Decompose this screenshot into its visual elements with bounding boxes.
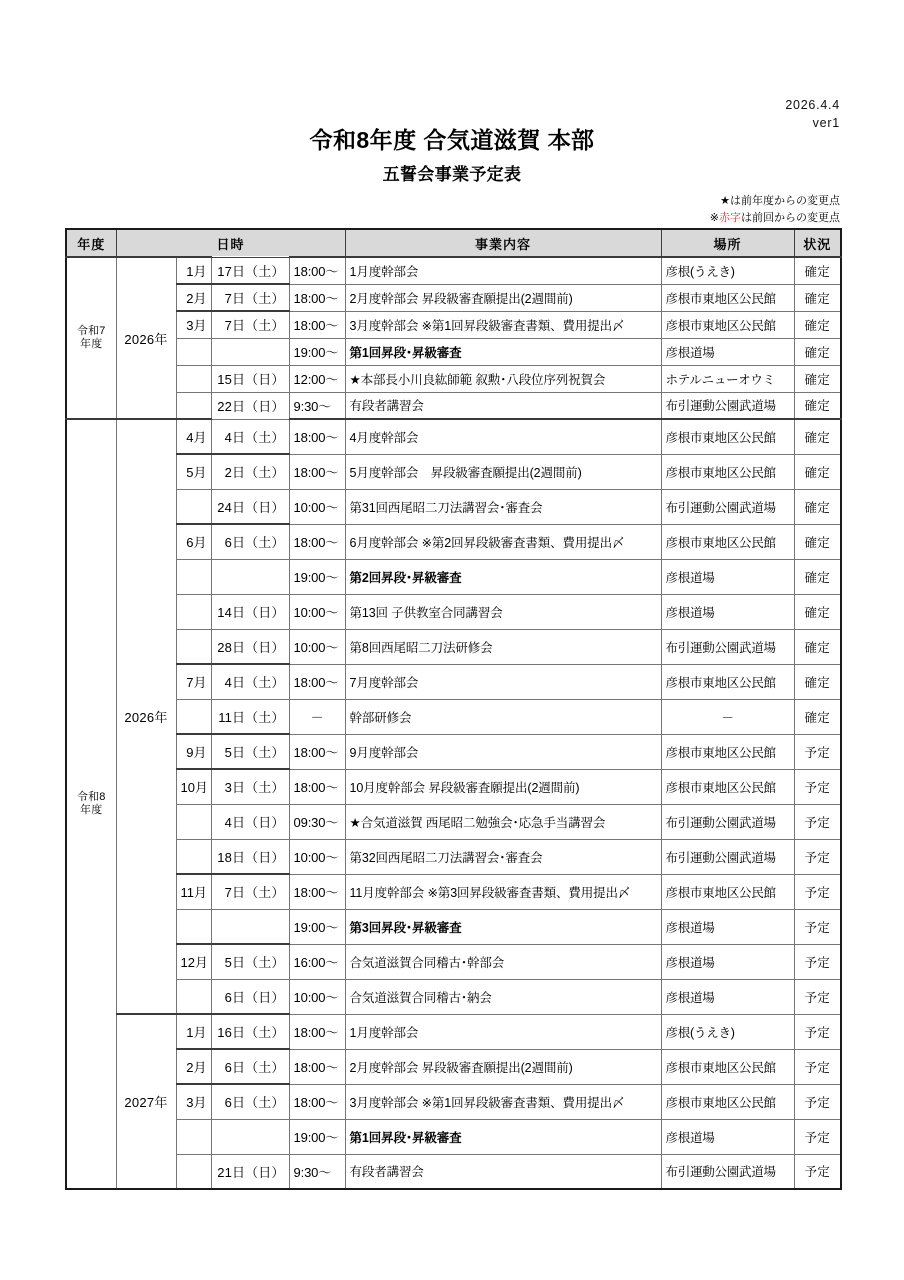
cell-day: 15日（日） [211, 365, 289, 392]
cell-place: 彦根道場 [661, 909, 794, 944]
cell-day: 3日（土） [211, 769, 289, 804]
cell-event: 3月度幹部会 ※第1回昇段級審査書類、費用提出〆 [345, 311, 661, 338]
cell-month: 9月 [176, 734, 211, 769]
cell-place: 布引運動公園武道場 [661, 629, 794, 664]
column-header-era: 年度 [66, 229, 116, 257]
cell-day: 21日（日） [211, 1154, 289, 1189]
era-line-1: 令和7 [76, 325, 106, 338]
cell-status: 確定 [794, 284, 841, 311]
schedule-table-body [66, 257, 841, 1189]
cell-status: 確定 [794, 664, 841, 699]
cell-status: 予定 [794, 1119, 841, 1154]
cell-day: 14日（日） [211, 594, 289, 629]
legend-note-star: ★は前年度からの変更点 [720, 195, 840, 207]
cell-status: 予定 [794, 1084, 841, 1119]
document-date: 2026.4.4 [785, 98, 840, 112]
cell-place: 彦根道場 [661, 1119, 794, 1154]
table-row [66, 979, 841, 1014]
cell-day: 7日（土） [211, 311, 289, 338]
cell-month [176, 1119, 211, 1154]
cell-place: 彦根市東地区公民館 [661, 664, 794, 699]
cell-event: 第32回西尾昭二刀法講習会･審査会 [345, 839, 661, 874]
cell-month: 7月 [176, 664, 211, 699]
cell-status: 予定 [794, 1049, 841, 1084]
cell-status: 予定 [794, 979, 841, 1014]
cell-time: 18:00～ [289, 257, 345, 284]
cell-place: 彦根道場 [661, 594, 794, 629]
cell-month [176, 979, 211, 1014]
legend-note-red-word: 赤字 [719, 212, 741, 225]
cell-event: 合気道滋賀合同稽古･幹部会 [345, 944, 661, 979]
cell-time: 18:00～ [289, 1084, 345, 1119]
cell-time: 18:00～ [289, 1049, 345, 1084]
cell-time: 18:00～ [289, 419, 345, 454]
table-row [66, 1154, 841, 1189]
table-row [66, 664, 841, 699]
cell-day: 5日（土） [211, 734, 289, 769]
legend-note-suffix: は前回からの変更点 [741, 212, 840, 225]
cell-status: 予定 [794, 734, 841, 769]
cell-month: 1月 [176, 257, 211, 284]
cell-place: ホテルニューオウミ [661, 365, 794, 392]
cell-time: 19:00～ [289, 559, 345, 594]
table-row [66, 559, 841, 594]
cell-event: 3月度幹部会 ※第1回昇段級審査書類、費用提出〆 [345, 1084, 661, 1119]
cell-status: 予定 [794, 1154, 841, 1189]
table-row [66, 699, 841, 734]
cell-day [211, 909, 289, 944]
cell-status: 確定 [794, 699, 841, 734]
cell-era [66, 257, 116, 419]
table-row [66, 419, 841, 454]
cell-event: 有段者講習会 [345, 1154, 661, 1189]
cell-event: 幹部研修会 [345, 699, 661, 734]
cell-year: 2026年 [116, 419, 176, 1014]
cell-month [176, 365, 211, 392]
cell-status: 予定 [794, 909, 841, 944]
table-row [66, 909, 841, 944]
table-row [66, 944, 841, 979]
table-row [66, 839, 841, 874]
cell-place: 彦根道場 [661, 338, 794, 365]
cell-event: 4月度幹部会 [345, 419, 661, 454]
era-line-1: 令和8 [76, 791, 106, 804]
cell-month: 6月 [176, 524, 211, 559]
cell-day: 17日（土） [211, 257, 289, 284]
cell-month: 11月 [176, 874, 211, 909]
cell-event: 合気道滋賀合同稽古･納会 [345, 979, 661, 1014]
era-line-2: 年度 [80, 804, 103, 816]
cell-month: 3月 [176, 1084, 211, 1119]
cell-place: 彦根市東地区公民館 [661, 874, 794, 909]
cell-month [176, 594, 211, 629]
cell-event: 11月度幹部会 ※第3回昇段級審査書類、費用提出〆 [345, 874, 661, 909]
cell-event: 2月度幹部会 昇段級審査願提出(2週間前) [345, 284, 661, 311]
cell-time: 18:00～ [289, 454, 345, 489]
cell-place: 彦根道場 [661, 979, 794, 1014]
cell-day: 7日（土） [211, 284, 289, 311]
table-row [66, 454, 841, 489]
table-row [66, 1084, 841, 1119]
table-row [66, 365, 841, 392]
cell-event: 1月度幹部会 [345, 257, 661, 284]
cell-time: 18:00～ [289, 664, 345, 699]
cell-time: 18:00～ [289, 524, 345, 559]
cell-status: 確定 [794, 454, 841, 489]
table-row [66, 734, 841, 769]
cell-place: 彦根(うえき) [661, 257, 794, 284]
table-row [66, 392, 841, 419]
cell-event: ★本部長小川良紘師範 叙勲･八段位序列祝賀会 [345, 365, 661, 392]
cell-year: 2027年 [116, 1014, 176, 1189]
cell-time: 19:00～ [289, 1119, 345, 1154]
cell-month [176, 629, 211, 664]
table-row [66, 257, 841, 284]
table-row [66, 524, 841, 559]
cell-month [176, 338, 211, 365]
cell-month: 5月 [176, 454, 211, 489]
table-row [66, 769, 841, 804]
table-row [66, 594, 841, 629]
column-header-status: 状況 [794, 229, 841, 257]
cell-day: 6日（土） [211, 1049, 289, 1084]
cell-status: 確定 [794, 365, 841, 392]
cell-place: 布引運動公園武道場 [661, 839, 794, 874]
column-header-event: 事業内容 [345, 229, 661, 257]
cell-time: 9:30～ [289, 392, 345, 419]
cell-time: 10:00～ [289, 594, 345, 629]
cell-time: 19:00～ [289, 909, 345, 944]
cell-time: 18:00～ [289, 769, 345, 804]
page-subtitle: 五誓会事業予定表 [382, 164, 522, 184]
cell-month: 2月 [176, 284, 211, 311]
page-title: 令和8年度 合気道滋賀 本部 [309, 127, 595, 153]
cell-event: 第13回 子供教室合同講習会 [345, 594, 661, 629]
cell-day: 2日（土） [211, 454, 289, 489]
cell-month: 4月 [176, 419, 211, 454]
cell-day [211, 338, 289, 365]
cell-month [176, 839, 211, 874]
era-line-2: 年度 [80, 338, 103, 350]
table-row [66, 284, 841, 311]
legend-note-red [710, 210, 840, 227]
cell-place: 彦根市東地区公民館 [661, 419, 794, 454]
cell-status: 予定 [794, 1014, 841, 1049]
cell-day: 4日（土） [211, 664, 289, 699]
cell-month [176, 1154, 211, 1189]
legend-note-prefix: ※ [709, 212, 719, 225]
cell-status: 予定 [794, 839, 841, 874]
cell-place: 彦根市東地区公民館 [661, 734, 794, 769]
cell-time: 18:00～ [289, 734, 345, 769]
cell-event: 第1回昇段･昇級審査 [345, 1119, 661, 1154]
cell-status: 予定 [794, 874, 841, 909]
table-row [66, 629, 841, 664]
cell-place: 彦根(うえき) [661, 1014, 794, 1049]
cell-time: 18:00～ [289, 311, 345, 338]
cell-event: 10月度幹部会 昇段級審査願提出(2週間前) [345, 769, 661, 804]
cell-day: 6日（日） [211, 979, 289, 1014]
cell-place: 布引運動公園武道場 [661, 1154, 794, 1189]
cell-time: 10:00～ [289, 489, 345, 524]
document-version: ver1 [812, 116, 840, 131]
cell-month: 12月 [176, 944, 211, 979]
cell-month [176, 909, 211, 944]
cell-event: 6月度幹部会 ※第2回昇段級審査書類、費用提出〆 [345, 524, 661, 559]
cell-event: 有段者講習会 [345, 392, 661, 419]
cell-place: 彦根市東地区公民館 [661, 284, 794, 311]
cell-place: 彦根道場 [661, 944, 794, 979]
cell-status: 確定 [794, 392, 841, 419]
cell-place: 彦根道場 [661, 559, 794, 594]
cell-day: 11日（土） [211, 699, 289, 734]
table-row [66, 1049, 841, 1084]
cell-time: 10:00～ [289, 979, 345, 1014]
cell-day: 22日（日） [211, 392, 289, 419]
schedule-table [65, 228, 842, 1190]
cell-era [66, 419, 116, 1189]
cell-event: 第2回昇段･昇級審査 [345, 559, 661, 594]
cell-day [211, 1119, 289, 1154]
cell-day: 7日（土） [211, 874, 289, 909]
cell-status: 確定 [794, 524, 841, 559]
cell-event: 5月度幹部会 昇段級審査願提出(2週間前) [345, 454, 661, 489]
cell-status: 確定 [794, 419, 841, 454]
cell-day [211, 559, 289, 594]
cell-status: 予定 [794, 769, 841, 804]
cell-month [176, 699, 211, 734]
cell-time: 16:00～ [289, 944, 345, 979]
cell-place: － [661, 699, 794, 734]
cell-status: 確定 [794, 338, 841, 365]
cell-status: 予定 [794, 944, 841, 979]
cell-status: 確定 [794, 311, 841, 338]
cell-month: 10月 [176, 769, 211, 804]
title-block [0, 126, 904, 186]
schedule-table-wrapper [65, 228, 840, 1190]
cell-month: 1月 [176, 1014, 211, 1049]
column-header-datetime: 日時 [116, 229, 345, 257]
cell-day: 18日（日） [211, 839, 289, 874]
cell-place: 彦根市東地区公民館 [661, 454, 794, 489]
cell-event: 1月度幹部会 [345, 1014, 661, 1049]
cell-time: 18:00～ [289, 284, 345, 311]
cell-status: 確定 [794, 559, 841, 594]
cell-time: － [289, 699, 345, 734]
cell-place: 布引運動公園武道場 [661, 804, 794, 839]
cell-time: 18:00～ [289, 874, 345, 909]
cell-day: 6日（土） [211, 1084, 289, 1119]
cell-year: 2026年 [116, 257, 176, 419]
cell-place: 彦根市東地区公民館 [661, 1084, 794, 1119]
cell-day: 16日（土） [211, 1014, 289, 1049]
cell-status: 予定 [794, 804, 841, 839]
cell-place: 布引運動公園武道場 [661, 392, 794, 419]
table-row [66, 804, 841, 839]
cell-place: 彦根市東地区公民館 [661, 1049, 794, 1084]
cell-event: 第8回西尾昭二刀法研修会 [345, 629, 661, 664]
cell-time: 09:30～ [289, 804, 345, 839]
table-row [66, 874, 841, 909]
table-row [66, 489, 841, 524]
cell-status: 確定 [794, 594, 841, 629]
cell-event: 第3回昇段･昇級審査 [345, 909, 661, 944]
cell-event: 9月度幹部会 [345, 734, 661, 769]
cell-time: 10:00～ [289, 629, 345, 664]
cell-month [176, 559, 211, 594]
cell-time: 19:00～ [289, 338, 345, 365]
cell-place: 彦根市東地区公民館 [661, 311, 794, 338]
cell-time: 18:00～ [289, 1014, 345, 1049]
table-row [66, 311, 841, 338]
cell-status: 確定 [794, 257, 841, 284]
cell-time: 12:00～ [289, 365, 345, 392]
table-row [66, 1014, 841, 1049]
cell-status: 確定 [794, 489, 841, 524]
cell-place: 彦根市東地区公民館 [661, 524, 794, 559]
cell-event: ★合気道滋賀 西尾昭二勉強会･応急手当講習会 [345, 804, 661, 839]
cell-day: 4日（土） [211, 419, 289, 454]
cell-event: 7月度幹部会 [345, 664, 661, 699]
table-row [66, 1119, 841, 1154]
cell-month [176, 489, 211, 524]
cell-event: 第31回西尾昭二刀法講習会･審査会 [345, 489, 661, 524]
cell-day: 4日（日） [211, 804, 289, 839]
cell-place: 彦根市東地区公民館 [661, 769, 794, 804]
cell-time: 9:30～ [289, 1154, 345, 1189]
cell-status: 確定 [794, 629, 841, 664]
cell-month: 2月 [176, 1049, 211, 1084]
cell-event: 2月度幹部会 昇段級審査願提出(2週間前) [345, 1049, 661, 1084]
cell-month [176, 392, 211, 419]
cell-day: 28日（日） [211, 629, 289, 664]
cell-month: 3月 [176, 311, 211, 338]
cell-month [176, 804, 211, 839]
table-row [66, 338, 841, 365]
cell-time: 10:00～ [289, 839, 345, 874]
legend-notes [710, 193, 840, 227]
column-header-place: 場所 [661, 229, 794, 257]
cell-day: 24日（日） [211, 489, 289, 524]
cell-day: 6日（土） [211, 524, 289, 559]
cell-day: 5日（土） [211, 944, 289, 979]
cell-event: 第1回昇段･昇級審査 [345, 338, 661, 365]
cell-place: 布引運動公園武道場 [661, 489, 794, 524]
table-header-row [66, 229, 841, 257]
